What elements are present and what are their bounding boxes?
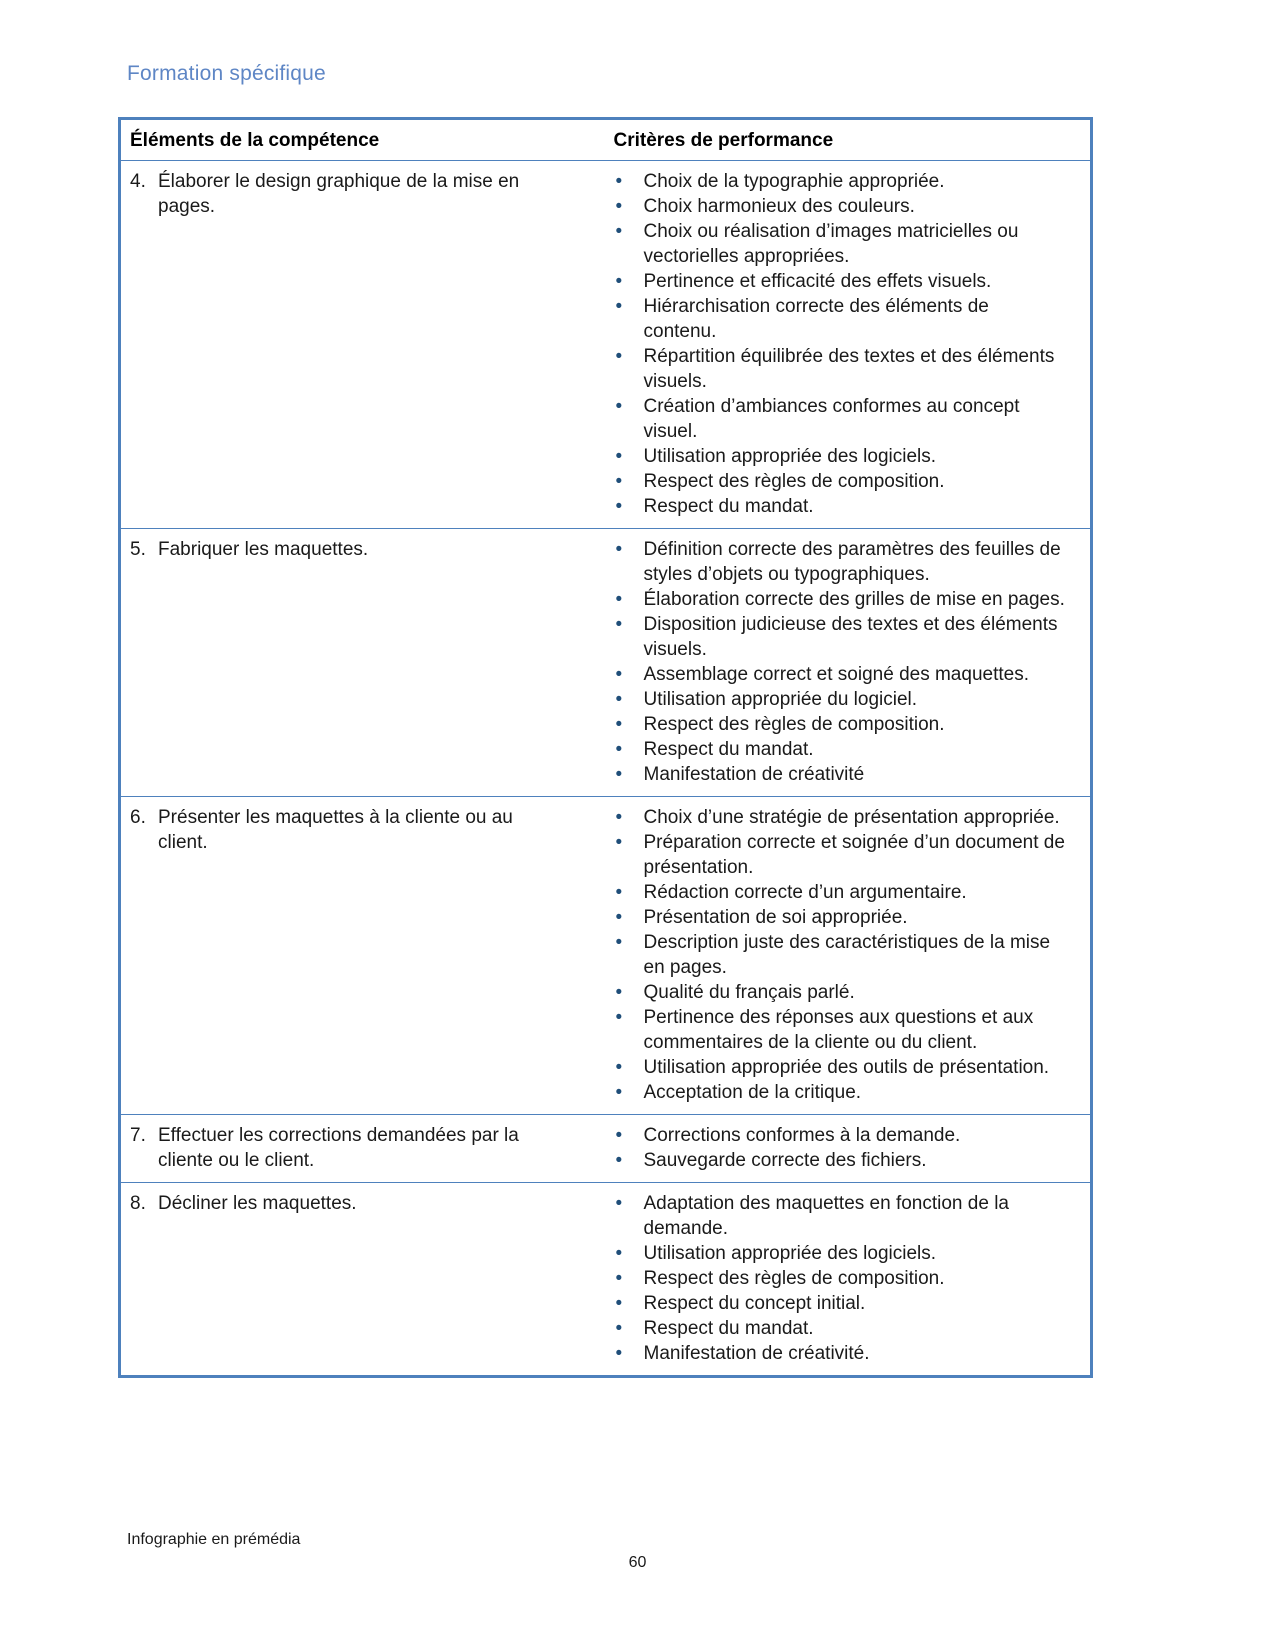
criterion-item xyxy=(614,830,1085,880)
criterion-text: Respect des règles de composition. xyxy=(643,1268,945,1289)
criterion-item xyxy=(614,1291,1085,1316)
criteria-list xyxy=(614,537,1085,787)
bullet-icon xyxy=(614,194,644,219)
criterion-text: Préparation correcte et soignée d’un document de présentation. xyxy=(643,832,1065,878)
criterion-text: Utilisation appropriée des logiciels. xyxy=(643,446,937,467)
criteria-cell xyxy=(602,1183,1092,1377)
bullet-icon xyxy=(614,469,644,494)
bullet-icon xyxy=(614,394,644,444)
bullet-icon xyxy=(614,1241,644,1266)
page-number: 60 xyxy=(628,1554,647,1571)
criterion-item xyxy=(614,687,1085,712)
criterion-text: Hiérarchisation correcte des éléments de contenu. xyxy=(643,296,989,342)
element-text: Effectuer les corrections demandées par la cliente ou le client. xyxy=(158,1125,519,1171)
criterion-text: Sauvegarde correcte des fichiers. xyxy=(643,1150,927,1171)
criteria-list xyxy=(614,1123,1085,1173)
element-number: 8. xyxy=(130,1193,146,1214)
bullet-icon xyxy=(614,1316,644,1341)
bullet-icon xyxy=(614,1341,644,1366)
criterion-item xyxy=(614,344,1085,394)
criterion-item xyxy=(614,1055,1085,1080)
criterion-item xyxy=(614,1123,1085,1148)
bullet-icon xyxy=(614,662,644,687)
footer-program-name: Infographie en prémédia xyxy=(127,1531,301,1548)
bullet-icon xyxy=(614,294,644,344)
column-header-criteres: Critères de performance xyxy=(602,119,1092,161)
bullet-icon xyxy=(614,494,644,519)
bullet-icon xyxy=(614,737,644,762)
criteria-cell xyxy=(602,797,1092,1115)
criterion-text: Respect du concept initial. xyxy=(643,1293,866,1314)
table-row xyxy=(120,161,1092,529)
criterion-item xyxy=(614,537,1085,587)
bullet-icon xyxy=(614,169,644,194)
criteria-list xyxy=(614,1191,1085,1366)
criterion-item xyxy=(614,444,1085,469)
bullet-icon xyxy=(614,1148,644,1173)
table-row xyxy=(120,797,1092,1115)
criterion-item xyxy=(614,394,1085,444)
bullet-icon xyxy=(614,1291,644,1316)
bullet-icon xyxy=(614,1005,644,1055)
criterion-item xyxy=(614,169,1085,194)
bullet-icon xyxy=(614,712,644,737)
bullet-icon xyxy=(614,612,644,662)
table-row xyxy=(120,1115,1092,1183)
criterion-item xyxy=(614,1148,1085,1173)
element-number: 7. xyxy=(130,1125,146,1146)
criterion-text: Qualité du français parlé. xyxy=(643,982,855,1003)
criterion-text: Choix d’une stratégie de présentation appropriée. xyxy=(643,807,1060,828)
criterion-item xyxy=(614,930,1085,980)
criterion-text: Définition correcte des paramètres des feuilles de styles d’objets ou typographiques. xyxy=(643,539,1061,585)
bullet-icon xyxy=(614,269,644,294)
element-cell xyxy=(120,529,602,797)
criterion-item xyxy=(614,662,1085,687)
criterion-text: Choix de la typographie appropriée. xyxy=(643,171,945,192)
criterion-text: Manifestation de créativité xyxy=(643,764,865,785)
criterion-text: Pertinence des réponses aux questions et aux commentaires de la cliente ou du client. xyxy=(643,1007,1034,1053)
bullet-icon xyxy=(614,687,644,712)
criterion-text: Disposition judicieuse des textes et des éléments visuels. xyxy=(643,614,1058,660)
criterion-item xyxy=(614,712,1085,737)
criterion-text: Utilisation appropriée du logiciel. xyxy=(643,689,918,710)
criterion-text: Respect du mandat. xyxy=(643,496,814,517)
criterion-item xyxy=(614,737,1085,762)
bullet-icon xyxy=(614,980,644,1005)
criterion-text: Choix ou réalisation d’images matricielles ou vectorielles appropriées. xyxy=(643,221,1019,267)
criterion-text: Utilisation appropriée des outils de présentation. xyxy=(643,1057,1050,1078)
criterion-item xyxy=(614,469,1085,494)
element-text: Décliner les maquettes. xyxy=(158,1193,357,1214)
criterion-item xyxy=(614,980,1085,1005)
bullet-icon xyxy=(614,805,644,830)
bullet-icon xyxy=(614,905,644,930)
bullet-icon xyxy=(614,762,644,787)
column-header-elements: Éléments de la compétence xyxy=(120,119,602,161)
element-text: Élaborer le design graphique de la mise en pages. xyxy=(158,171,520,217)
criterion-text: Respect des règles de composition. xyxy=(643,471,945,492)
criterion-text: Rédaction correcte d’un argumentaire. xyxy=(643,882,967,903)
table-row xyxy=(120,1183,1092,1377)
bullet-icon xyxy=(614,1080,644,1105)
criterion-text: Respect du mandat. xyxy=(643,1318,814,1339)
criteria-list xyxy=(614,169,1085,519)
bullet-icon xyxy=(614,1266,644,1291)
criterion-text: Respect des règles de composition. xyxy=(643,714,945,735)
criterion-text: Assemblage correct et soigné des maquettes. xyxy=(643,664,1029,685)
table-header-row xyxy=(120,119,1092,161)
criterion-item xyxy=(614,269,1085,294)
criteria-list xyxy=(614,805,1085,1105)
criterion-item xyxy=(614,762,1085,787)
element-number: 5. xyxy=(130,539,146,560)
criterion-text: Répartition équilibrée des textes et des éléments visuels. xyxy=(643,346,1055,392)
criterion-item xyxy=(614,1266,1085,1291)
criterion-item xyxy=(614,905,1085,930)
criterion-text: Présentation de soi appropriée. xyxy=(643,907,908,928)
criterion-text: Description juste des caractéristiques de la mise en pages. xyxy=(643,932,1051,978)
element-cell xyxy=(120,1183,602,1377)
element-number: 6. xyxy=(130,807,146,828)
bullet-icon xyxy=(614,1191,644,1241)
criterion-text: Élaboration correcte des grilles de mise en pages. xyxy=(643,589,1065,610)
bullet-icon xyxy=(614,880,644,905)
criterion-item xyxy=(614,219,1085,269)
element-cell xyxy=(120,797,602,1115)
criterion-text: Manifestation de créativité. xyxy=(643,1343,870,1364)
bullet-icon xyxy=(614,1123,644,1148)
bullet-icon xyxy=(614,587,644,612)
criterion-item xyxy=(614,1080,1085,1105)
criterion-item xyxy=(614,805,1085,830)
competence-table xyxy=(118,117,1093,1378)
criteria-cell xyxy=(602,161,1092,529)
criterion-item xyxy=(614,294,1085,344)
table-row xyxy=(120,529,1092,797)
criterion-text: Respect du mandat. xyxy=(643,739,814,760)
criterion-item xyxy=(614,1341,1085,1366)
bullet-icon xyxy=(614,537,644,587)
bullet-icon xyxy=(614,1055,644,1080)
criterion-text: Acceptation de la critique. xyxy=(643,1082,862,1103)
criterion-text: Création d’ambiances conformes au concept visuel. xyxy=(643,396,1020,442)
criteria-cell xyxy=(602,529,1092,797)
criterion-text: Utilisation appropriée des logiciels. xyxy=(643,1243,937,1264)
element-cell xyxy=(120,161,602,529)
element-text: Présenter les maquettes à la cliente ou au client. xyxy=(158,807,513,853)
criterion-text: Corrections conformes à la demande. xyxy=(643,1125,961,1146)
criterion-item xyxy=(614,587,1085,612)
criterion-item xyxy=(614,1191,1085,1241)
bullet-icon xyxy=(614,219,644,269)
criterion-item xyxy=(614,880,1085,905)
criterion-text: Pertinence et efficacité des effets visuels. xyxy=(643,271,992,292)
element-number: 4. xyxy=(130,171,146,192)
bullet-icon xyxy=(614,444,644,469)
criterion-item xyxy=(614,1241,1085,1266)
criterion-item xyxy=(614,494,1085,519)
criterion-item xyxy=(614,194,1085,219)
bullet-icon xyxy=(614,344,644,394)
section-heading: Formation spécifique xyxy=(127,62,326,85)
criterion-item xyxy=(614,1005,1085,1055)
criterion-text: Adaptation des maquettes en fonction de la demande. xyxy=(643,1193,1009,1239)
criterion-text: Choix harmonieux des couleurs. xyxy=(643,196,915,217)
criterion-item xyxy=(614,1316,1085,1341)
element-text: Fabriquer les maquettes. xyxy=(158,539,369,560)
bullet-icon xyxy=(614,830,644,880)
element-cell xyxy=(120,1115,602,1183)
criterion-item xyxy=(614,612,1085,662)
bullet-icon xyxy=(614,930,644,980)
criteria-cell xyxy=(602,1115,1092,1183)
